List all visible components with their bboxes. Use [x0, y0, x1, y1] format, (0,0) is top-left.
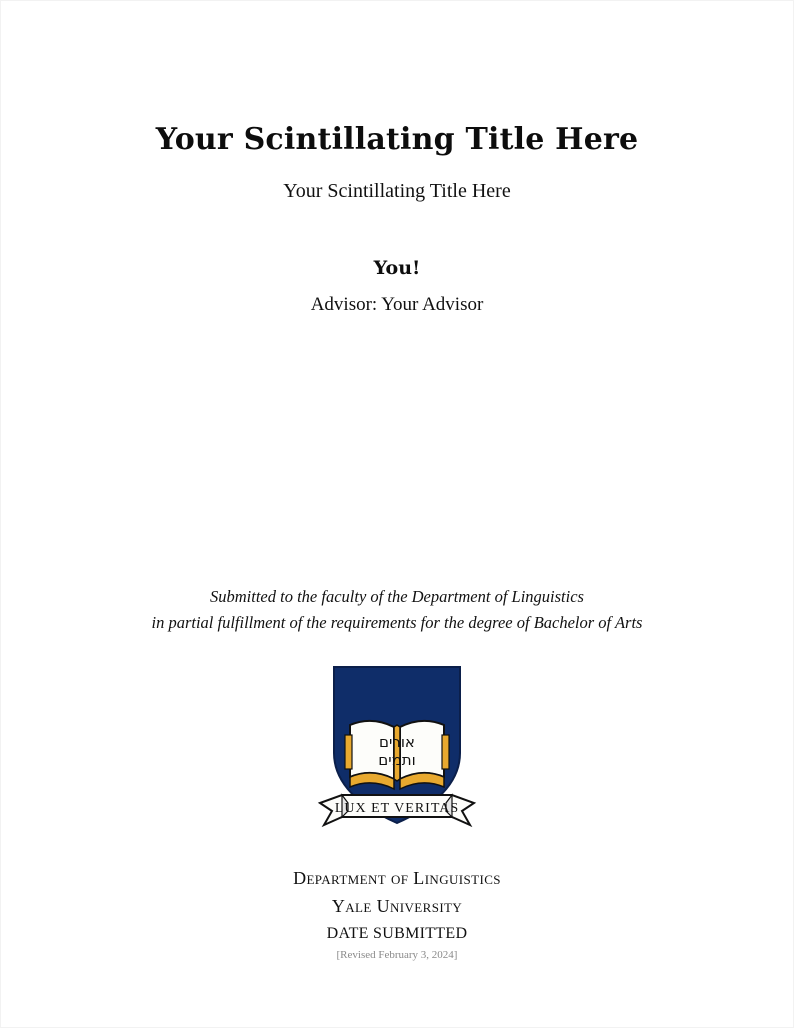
footer-university: Yale University: [331, 896, 463, 917]
crest-motto-text: LUX ET VERITAS: [334, 801, 460, 817]
footer-revised-note: [Revised February 3, 2024]: [336, 948, 458, 961]
yale-shield-crest-icon: [312, 661, 482, 841]
advisor-line: Advisor: Your Advisor: [310, 294, 484, 315]
crest-book-text-line-2: ותמים: [378, 751, 416, 770]
crest-book-text-line-1: אורים: [379, 733, 415, 752]
footer-department: Department of Linguistics: [293, 868, 501, 889]
page-title: Your Scintillating Title Here: [155, 122, 639, 157]
title-page-footer: [0, 865, 794, 960]
author-name: You!: [373, 257, 421, 279]
page-subtitle: Your Scintillating Title Here: [283, 180, 511, 202]
submission-line-1: Submitted to the faculty of the Department of Linguistics: [210, 587, 584, 606]
submission-statement: [0, 584, 794, 635]
crest-container: [0, 661, 794, 841]
submission-line-2: in partial fulfillment of the requirements for the degree of Bachelor of Arts: [151, 612, 643, 632]
footer-date-submitted: DATE SUBMITTED: [326, 925, 468, 943]
